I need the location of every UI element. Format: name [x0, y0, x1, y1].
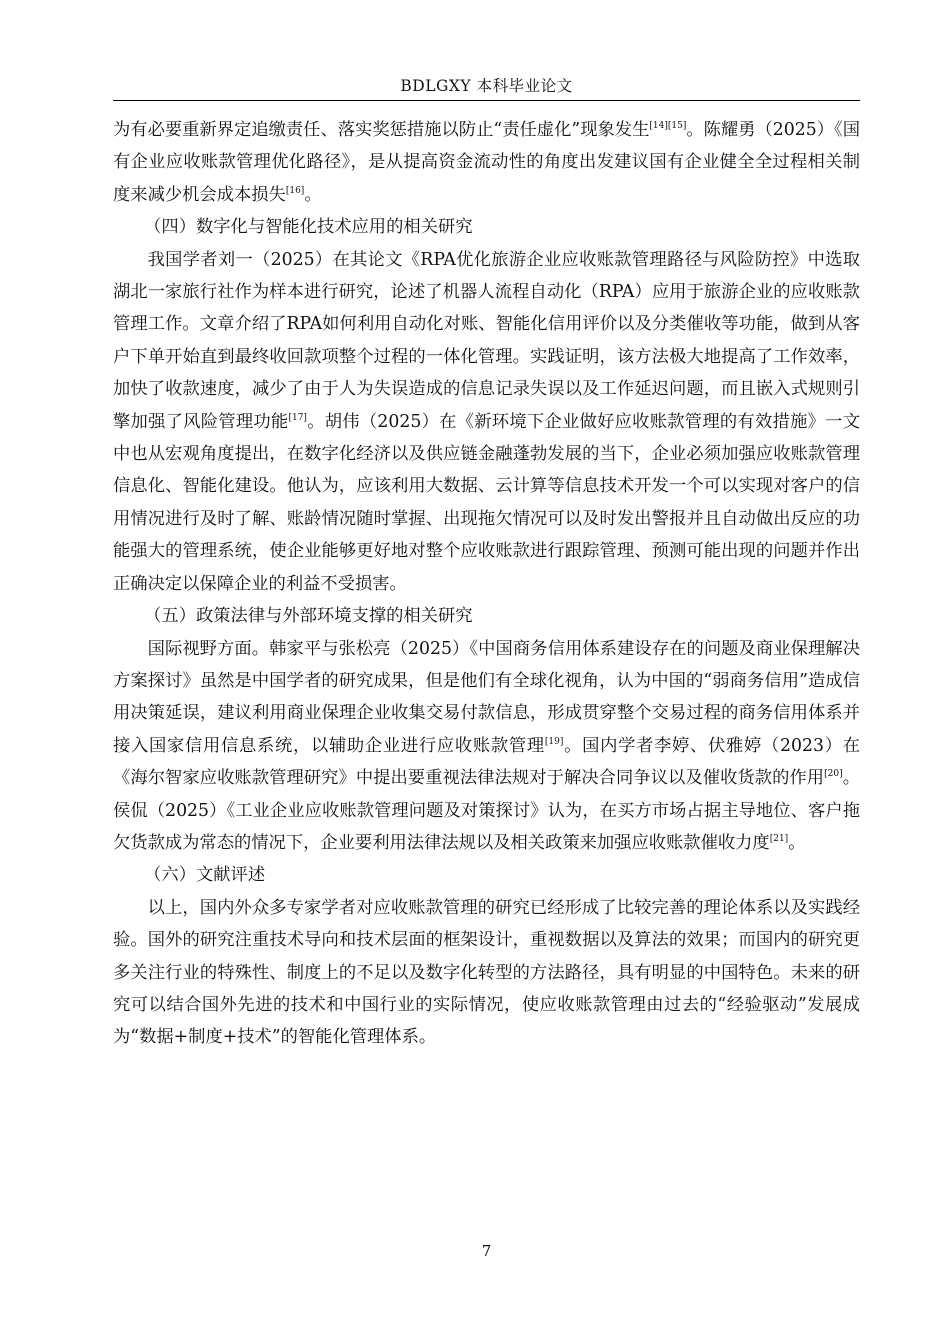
citation-marker: [16]: [285, 185, 305, 196]
paragraph-text: 。: [788, 832, 806, 853]
citation-marker: [21]: [769, 833, 789, 844]
section-heading: （六）文献评述: [144, 865, 266, 886]
header-rule: [113, 100, 860, 101]
body-paragraph: [113, 114, 860, 211]
paragraph-text: 为有必要重新界定追缴责任、落实奖惩措施以防止“责任虚化”现象发生: [113, 120, 650, 140]
citation-marker: [14][15]: [649, 121, 687, 131]
citation-marker: [17]: [288, 412, 307, 423]
section-heading: （四）数字化与智能化技术应用的相关研究: [144, 217, 473, 238]
paragraph-text: 以上，国内外众多专家学者对应收账款管理的研究已经形成了比较完善的理论体系以及实践经验。国外的研究注重技术导向和技术层面的框架设计，重视数据以及算法的效果；而国内的研究更多关注行业的特殊性、制度上的不足以及数字化转型的方法路径，具有明显的中国特色。未来的研究可以结合国外先进的技术和中国行业的实际情况，使应收账款管理由过去的“经验驱动”发展成为“数据+制度+技术”的智能化管理体系。: [113, 897, 860, 1048]
body-paragraph: [113, 244, 860, 600]
paragraph-text: 我国学者刘一（2025）在其论文《RPA优化旅游企业应收账款管理路径与风险防控》中选取湖北一家旅行社作为样本进行研究，论述了机器人流程自动化（RPA）应用于旅游企业的应收账款管理工作。文章介绍了RPA如何利用自动化对账、智能化信用评价以及分类催收等功能，做到从客户下单开始直到最终收回款项整个过程的一体化管理。实践证明，该方法极大地提高了工作效率，加快了收款速度，减少了由于人为失误造成的信息记录失误以及工作延迟问题，而且嵌入式规则引擎加强了风险管理功能: [113, 249, 860, 432]
paragraph-text: 。侯侃（2025）《工业企业应收账款管理问题及对策探讨》认为，在买方市场占据主导地位、客户拖欠货款成为常态的情况下，企业要利用法律法规以及相关政策来加强应收账款催收力度: [113, 768, 860, 853]
section-heading: （五）政策法律与外部环境支撑的相关研究: [144, 606, 473, 627]
paragraph-text: 。国内学者李婷、伏雅婷（2023）在《海尔智家应收账款管理研究》中提出要重视法律法规对于解决合同争议以及催收货款的作用: [113, 735, 860, 789]
paragraph-text: 国际视野方面。韩家平与张松亮（2025）《中国商务信用体系建设存在的问题及商业保理解决方案探讨》虽然是中国学者的研究成果，但是他们有全球化视角，认为中国的“弱商务信用”造成信用决策延误，建议利用商业保理企业收集交易付款信息，形成贯穿整个交易过程的商务信用体系并接入国家信用信息系统，以辅助企业进行应收账款管理: [113, 638, 860, 756]
citation-marker: [20]: [824, 769, 843, 780]
citation-marker: [19]: [544, 736, 564, 747]
paragraph-text: 。陈耀勇（2025）《国有企业应收账款管理优化路径》，是从提高资金流动性的角度出发建议国有企业健全全过程相关制度来减少机会成本损失: [113, 120, 861, 205]
running-header: BDLGXY 本科毕业论文: [400, 77, 573, 95]
page-number: 7: [481, 1242, 492, 1260]
body-paragraph: [113, 892, 860, 1054]
body-paragraph: [113, 633, 860, 860]
paragraph-text: 。: [304, 184, 322, 205]
paper-body: [113, 114, 860, 1054]
paragraph-text: 。胡伟（2025）在《新环境下企业做好应收账款管理的有效措施》一文中也从宏观角度提出，在数字化经济以及供应链金融蓬勃发展的当下，企业必须加强应收账款管理信息化、智能化建设。他认为，应该利用大数据、云计算等信息技术开发一个可以实现对客户的信用情况进行及时了解、账龄情况随时掌握、出现拖欠情况可以及时发出警报并且自动做出反应的功能强大的管理系统，使企业能够更好地对整个应收账款进行跟踪管理、预测可能出现的问题并作出正确决定以保障企业的利益不受损害。: [113, 411, 860, 594]
